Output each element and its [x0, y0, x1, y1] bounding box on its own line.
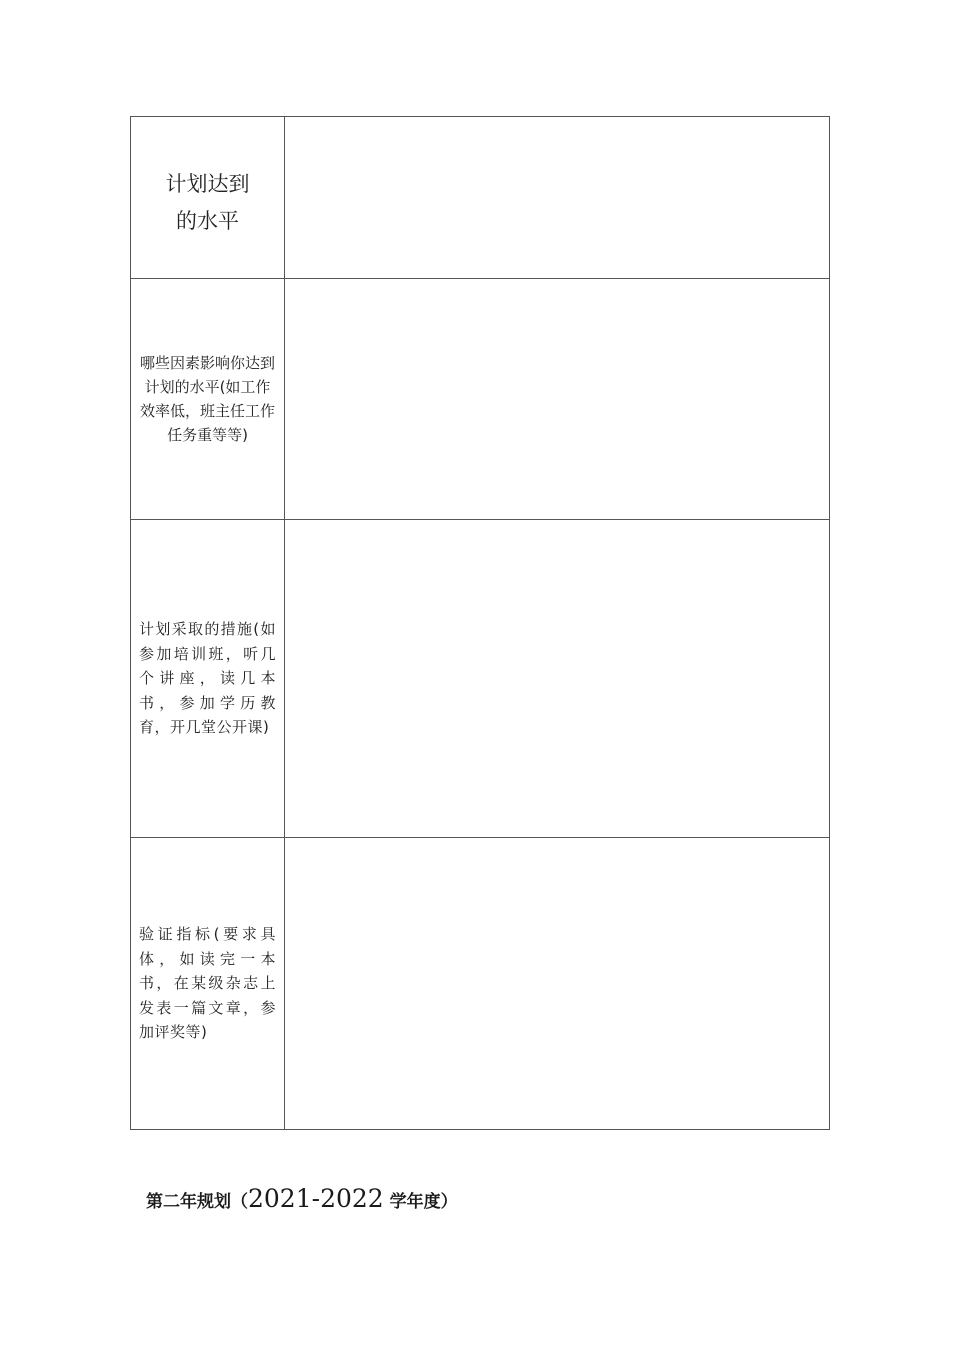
row-label-line: 的水平 — [176, 208, 239, 233]
table-row — [131, 520, 830, 838]
row-label-planned-measures — [131, 520, 285, 838]
plan-table — [130, 116, 830, 1130]
row-value-influencing-factors[interactable] — [285, 279, 830, 520]
table-row — [131, 117, 830, 279]
second-year-plan-heading — [146, 1184, 458, 1217]
row-label-text: 哪些因素影响你达到计划的水平(如工作效率低，班主任工作任务重等等) — [139, 354, 275, 444]
heading-prefix: 第二年规划（ — [146, 1192, 248, 1212]
table-row — [131, 838, 830, 1130]
table-row — [131, 279, 830, 520]
heading-years: 2021-2022 — [248, 1184, 384, 1213]
row-label-text: 验证指标(要求具体，如读完一本书，在某级杂志上发表一篇文章，参加评奖等) — [139, 925, 276, 1042]
row-value-target-level[interactable] — [285, 117, 830, 279]
row-label-text: 计划采取的措施(如参加培训班，听几个讲座，读几本书，参加学历教育，开几堂公开课) — [139, 620, 276, 737]
row-value-verification-indicators[interactable] — [285, 838, 830, 1130]
row-label-line: 计划达到 — [165, 171, 250, 196]
row-label-target-level — [131, 117, 285, 279]
heading-suffix: 学年度） — [383, 1192, 458, 1212]
row-value-planned-measures[interactable] — [285, 520, 830, 838]
row-label-influencing-factors — [131, 279, 285, 520]
row-label-verification-indicators — [131, 838, 285, 1130]
